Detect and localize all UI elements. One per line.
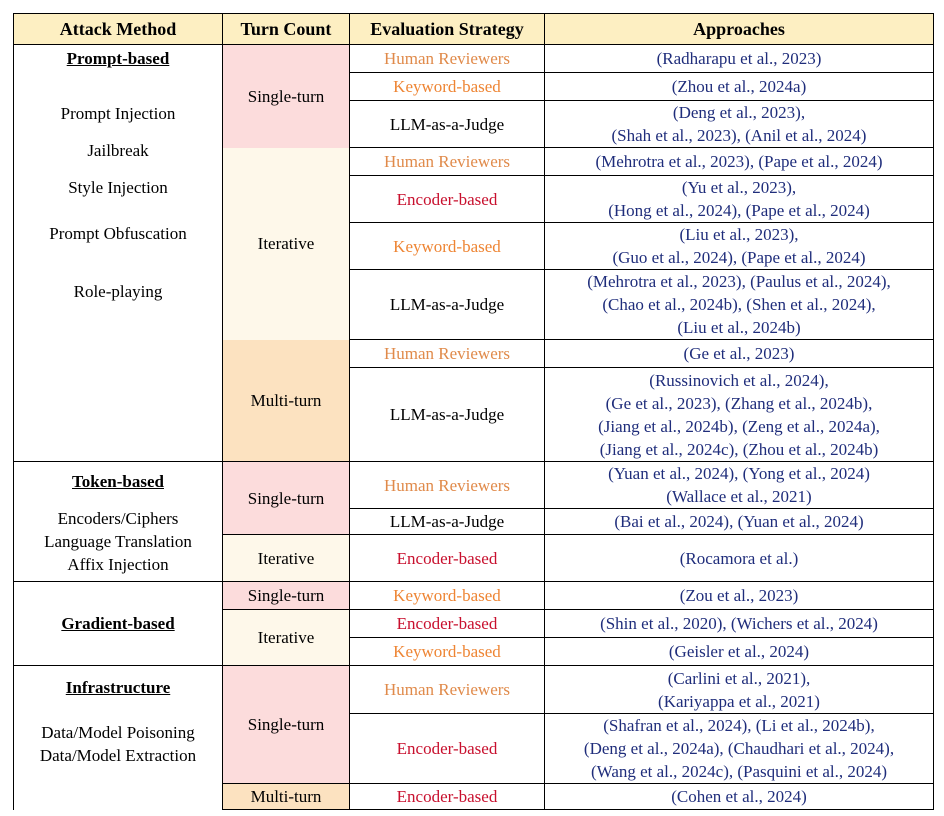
attack-item: Language Translation: [44, 532, 192, 551]
approaches-cell: (Mehrotra et al., 2023), (Paulus et al., 2024), (Chao et al., 2024b), (Shen et al., 2024), (Liu et al., 2024b): [545, 270, 934, 340]
approaches-cell: (Shin et al., 2020), (Wichers et al., 2024): [545, 610, 934, 638]
header-turn-count: Turn Count: [223, 14, 350, 45]
table-row: [14, 45, 934, 73]
table-row: [14, 582, 934, 610]
turn-count-cell: Single-turn: [223, 45, 350, 148]
strategy-cell: Keyword-based: [350, 223, 545, 270]
attack-item: Prompt Injection: [60, 104, 176, 123]
attack-method-prompt-based: [14, 45, 223, 462]
attack-item: Affix Injection: [67, 555, 169, 574]
strategy-cell: Human Reviewers: [350, 148, 545, 176]
attack-item: Data/Model Extraction: [39, 746, 197, 765]
attack-item: Data/Model Poisoning: [41, 723, 195, 742]
strategy-cell: Human Reviewers: [350, 45, 545, 73]
strategy-cell: LLM-as-a-Judge: [350, 101, 545, 148]
approaches-cell: (Bai et al., 2024), (Yuan et al., 2024): [545, 509, 934, 535]
turn-count-cell: Single-turn: [223, 462, 350, 535]
group-title: Prompt-based: [66, 49, 170, 68]
strategy-cell: Encoder-based: [350, 535, 545, 582]
turn-count-cell: Single-turn: [223, 666, 350, 784]
group-title: Infrastructure: [65, 678, 171, 697]
strategy-cell: Encoder-based: [350, 176, 545, 223]
approaches-cell: (Geisler et al., 2024): [545, 638, 934, 666]
attack-method-gradient-based: [14, 582, 223, 666]
attack-item: Role-playing: [73, 282, 163, 301]
strategy-cell: Human Reviewers: [350, 340, 545, 368]
header-attack-method: Attack Method: [14, 14, 223, 45]
attack-method-infrastructure: [14, 666, 223, 810]
strategy-cell: Encoder-based: [350, 784, 545, 810]
attack-item: Style Injection: [68, 178, 168, 197]
group-title: Gradient-based: [61, 614, 175, 633]
attack-item: Encoders/Ciphers: [57, 509, 179, 528]
strategy-cell: Encoder-based: [350, 610, 545, 638]
attack-taxonomy-table: [13, 13, 934, 810]
attack-item: Jailbreak: [87, 141, 149, 160]
header-evaluation-strategy: Evaluation Strategy: [350, 14, 545, 45]
approaches-cell: (Yu et al., 2023), (Hong et al., 2024), (Pape et al., 2024): [545, 176, 934, 223]
group-title: Token-based: [72, 472, 164, 491]
approaches-cell: (Radharapu et al., 2023): [545, 45, 934, 73]
turn-count-cell: Iterative: [223, 535, 350, 582]
attack-method-token-based: [14, 462, 223, 582]
approaches-cell: (Cohen et al., 2024): [545, 784, 934, 810]
approaches-cell: (Liu et al., 2023), (Guo et al., 2024), (Pape et al., 2024): [545, 223, 934, 270]
approaches-cell: (Zhou et al., 2024a): [545, 73, 934, 101]
approaches-cell: (Carlini et al., 2021), (Kariyappa et al., 2021): [545, 666, 934, 714]
header-approaches: Approaches: [545, 14, 934, 45]
turn-count-cell: Iterative: [223, 610, 350, 666]
strategy-cell: LLM-as-a-Judge: [350, 270, 545, 340]
turn-count-cell: Iterative: [223, 148, 350, 340]
strategy-cell: Keyword-based: [350, 638, 545, 666]
approaches-cell: (Yuan et al., 2024), (Yong et al., 2024) (Wallace et al., 2021): [545, 462, 934, 509]
attack-item: Prompt Obfuscation: [49, 224, 187, 243]
approaches-cell: (Zou et al., 2023): [545, 582, 934, 610]
strategy-cell: LLM-as-a-Judge: [350, 368, 545, 462]
approaches-cell: (Rocamora et al.): [545, 535, 934, 582]
strategy-cell: Keyword-based: [350, 582, 545, 610]
table-row: [14, 462, 934, 509]
table-row: [14, 666, 934, 714]
header-row: [14, 14, 934, 45]
turn-count-cell: Multi-turn: [223, 784, 350, 810]
approaches-cell: (Mehrotra et al., 2023), (Pape et al., 2024): [545, 148, 934, 176]
strategy-cell: Keyword-based: [350, 73, 545, 101]
strategy-cell: LLM-as-a-Judge: [350, 509, 545, 535]
approaches-cell: (Ge et al., 2023): [545, 340, 934, 368]
approaches-cell: (Shafran et al., 2024), (Li et al., 2024b), (Deng et al., 2024a), (Chaudhari et al., 2024), (Wang et al., 2024c), (Pasquini et al., 2024): [545, 714, 934, 784]
turn-count-cell: Multi-turn: [223, 340, 350, 462]
strategy-cell: Encoder-based: [350, 714, 545, 784]
turn-count-cell: Single-turn: [223, 582, 350, 610]
strategy-cell: Human Reviewers: [350, 462, 545, 509]
approaches-cell: (Russinovich et al., 2024), (Ge et al., 2023), (Zhang et al., 2024b), (Jiang et al., 2024b), (Zeng et al., 2024a), (Jiang et al., 2024c), (Zhou et al., 2024b): [545, 368, 934, 462]
approaches-cell: (Deng et al., 2023), (Shah et al., 2023), (Anil et al., 2024): [545, 101, 934, 148]
strategy-cell: Human Reviewers: [350, 666, 545, 714]
